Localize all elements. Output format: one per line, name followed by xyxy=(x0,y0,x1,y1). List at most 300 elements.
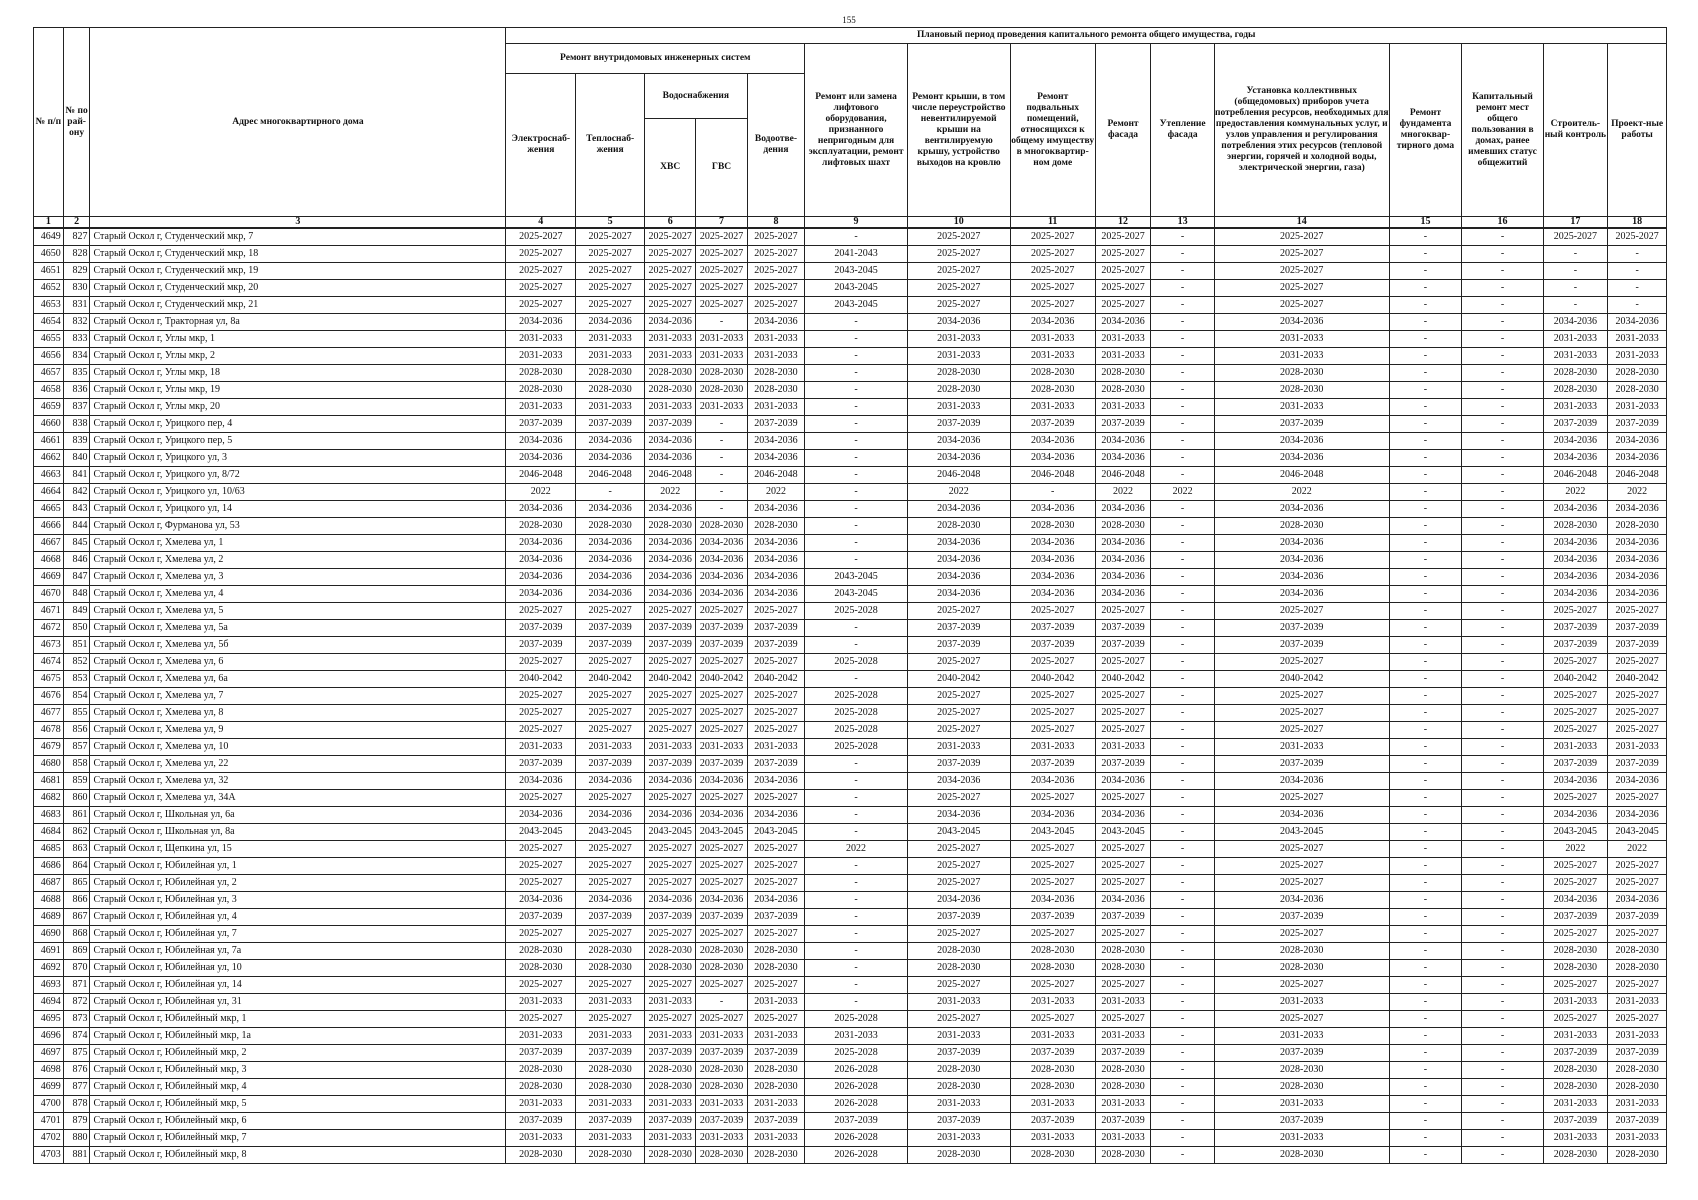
cell-lift: 2026-2028 xyxy=(805,1096,908,1113)
table-row xyxy=(34,501,1667,518)
cell-heat: 2031-2033 xyxy=(576,331,645,348)
cell-electric: 2025-2027 xyxy=(506,688,576,705)
cell-electric: 2025-2027 xyxy=(506,280,576,297)
cell-district-n: 862 xyxy=(63,824,90,841)
cell-roof: 2025-2027 xyxy=(907,875,1010,892)
cell-design-works: 2025-2027 xyxy=(1608,926,1667,943)
cell-roof: 2025-2027 xyxy=(907,654,1010,671)
column-number: 15 xyxy=(1389,217,1462,229)
cell-meters: 2025-2027 xyxy=(1214,297,1389,314)
table-row xyxy=(34,484,1667,501)
cell-common-areas: - xyxy=(1462,1062,1543,1079)
cell-row-n: 4693 xyxy=(34,977,64,994)
cell-district-n: 832 xyxy=(63,314,90,331)
cell-address: Старый Оскол г, Студенческий мкр, 20 xyxy=(90,280,506,297)
cell-construction-control: - xyxy=(1543,280,1608,297)
cell-common-areas: - xyxy=(1462,909,1543,926)
cell-insulation: - xyxy=(1151,807,1215,824)
cell-hot-water: 2025-2027 xyxy=(696,603,747,620)
cell-basement: 2034-2036 xyxy=(1010,569,1095,586)
cell-cold-water: 2034-2036 xyxy=(645,569,696,586)
cell-basement: 2025-2027 xyxy=(1010,263,1095,280)
page-number: 155 xyxy=(842,15,856,25)
cell-heat: 2031-2033 xyxy=(576,348,645,365)
cell-insulation: - xyxy=(1151,756,1215,773)
cell-sewer: 2031-2033 xyxy=(747,348,805,365)
cell-meters: 2037-2039 xyxy=(1214,909,1389,926)
cell-foundation: - xyxy=(1389,399,1462,416)
cell-address: Старый Оскол г, Юбилейный мкр, 1 xyxy=(90,1011,506,1028)
cell-lift: - xyxy=(805,960,908,977)
cell-heat: 2031-2033 xyxy=(576,739,645,756)
cell-hot-water: 2037-2039 xyxy=(696,909,747,926)
cell-roof: 2031-2033 xyxy=(907,739,1010,756)
cell-district-n: 874 xyxy=(63,1028,90,1045)
cell-facade: 2025-2027 xyxy=(1095,977,1150,994)
cell-hot-water: 2025-2027 xyxy=(696,688,747,705)
cell-electric: 2031-2033 xyxy=(506,1130,576,1147)
cell-heat: 2028-2030 xyxy=(576,1147,645,1164)
cell-sewer: 2025-2027 xyxy=(747,977,805,994)
cell-electric: 2025-2027 xyxy=(506,790,576,807)
cell-design-works: - xyxy=(1608,246,1667,263)
cell-cold-water: 2028-2030 xyxy=(645,1079,696,1096)
cell-design-works: - xyxy=(1608,280,1667,297)
cell-electric: 2025-2027 xyxy=(506,1011,576,1028)
repair-schedule-table xyxy=(33,27,1667,1164)
cell-facade: 2028-2030 xyxy=(1095,943,1150,960)
cell-meters: 2031-2033 xyxy=(1214,331,1389,348)
cell-roof: 2025-2027 xyxy=(907,977,1010,994)
cell-lift: - xyxy=(805,892,908,909)
cell-basement: 2034-2036 xyxy=(1010,807,1095,824)
cell-meters: 2034-2036 xyxy=(1214,535,1389,552)
cell-design-works: 2022 xyxy=(1608,841,1667,858)
cell-lift: 2026-2028 xyxy=(805,1147,908,1164)
table-row xyxy=(34,569,1667,586)
cell-row-n: 4699 xyxy=(34,1079,64,1096)
cell-basement: 2034-2036 xyxy=(1010,501,1095,518)
cell-address: Старый Оскол г, Хмелева ул, 7 xyxy=(90,688,506,705)
cell-design-works: 2028-2030 xyxy=(1608,943,1667,960)
cell-facade: 2028-2030 xyxy=(1095,1062,1150,1079)
cell-row-n: 4701 xyxy=(34,1113,64,1130)
cell-facade: 2034-2036 xyxy=(1095,773,1150,790)
cell-meters: 2028-2030 xyxy=(1214,1147,1389,1164)
cell-row-n: 4674 xyxy=(34,654,64,671)
cell-basement: 2025-2027 xyxy=(1010,603,1095,620)
cell-cold-water: 2046-2048 xyxy=(645,467,696,484)
cell-electric: 2034-2036 xyxy=(506,535,576,552)
cell-hot-water: 2034-2036 xyxy=(696,807,747,824)
cell-facade: 2025-2027 xyxy=(1095,790,1150,807)
cell-sewer: 2040-2042 xyxy=(747,671,805,688)
header-col-address: Адрес многоквартирного дома xyxy=(90,28,506,217)
cell-design-works: 2025-2027 xyxy=(1608,688,1667,705)
cell-foundation: - xyxy=(1389,909,1462,926)
cell-foundation: - xyxy=(1389,620,1462,637)
cell-electric: 2031-2033 xyxy=(506,1028,576,1045)
cell-sewer: 2034-2036 xyxy=(747,501,805,518)
cell-facade: 2031-2033 xyxy=(1095,331,1150,348)
cell-facade: 2025-2027 xyxy=(1095,1011,1150,1028)
cell-insulation: - xyxy=(1151,960,1215,977)
cell-electric: 2028-2030 xyxy=(506,1147,576,1164)
cell-common-areas: - xyxy=(1462,807,1543,824)
cell-lift: - xyxy=(805,535,908,552)
cell-sewer: 2025-2027 xyxy=(747,790,805,807)
cell-address: Старый Оскол г, Юбилейная ул, 3 xyxy=(90,892,506,909)
cell-hot-water: 2025-2027 xyxy=(696,263,747,280)
cell-sewer: 2028-2030 xyxy=(747,1079,805,1096)
cell-district-n: 878 xyxy=(63,1096,90,1113)
cell-hot-water: 2025-2027 xyxy=(696,705,747,722)
cell-row-n: 4682 xyxy=(34,790,64,807)
cell-roof: 2028-2030 xyxy=(907,1147,1010,1164)
cell-heat: 2037-2039 xyxy=(576,620,645,637)
table-row xyxy=(34,705,1667,722)
cell-electric: 2028-2030 xyxy=(506,943,576,960)
cell-lift: - xyxy=(805,450,908,467)
cell-heat: 2025-2027 xyxy=(576,280,645,297)
cell-hot-water: 2028-2030 xyxy=(696,365,747,382)
cell-hot-water: 2034-2036 xyxy=(696,569,747,586)
cell-basement: 2037-2039 xyxy=(1010,909,1095,926)
cell-foundation: - xyxy=(1389,688,1462,705)
cell-facade: 2031-2033 xyxy=(1095,739,1150,756)
cell-district-n: 857 xyxy=(63,739,90,756)
cell-hot-water: - xyxy=(696,450,747,467)
cell-row-n: 4691 xyxy=(34,943,64,960)
cell-sewer: 2025-2027 xyxy=(747,1011,805,1028)
cell-basement: 2031-2033 xyxy=(1010,1130,1095,1147)
cell-address: Старый Оскол г, Юбилейная ул, 14 xyxy=(90,977,506,994)
cell-construction-control: 2031-2033 xyxy=(1543,994,1608,1011)
cell-common-areas: - xyxy=(1462,671,1543,688)
cell-roof: 2037-2039 xyxy=(907,1113,1010,1130)
cell-meters: 2025-2027 xyxy=(1214,280,1389,297)
cell-foundation: - xyxy=(1389,1062,1462,1079)
cell-design-works: 2037-2039 xyxy=(1608,1045,1667,1062)
cell-roof: 2028-2030 xyxy=(907,365,1010,382)
cell-address: Старый Оскол г, Углы мкр, 19 xyxy=(90,382,506,399)
cell-heat: 2025-2027 xyxy=(576,654,645,671)
cell-sewer: 2025-2027 xyxy=(747,841,805,858)
cell-lift: 2026-2028 xyxy=(805,1062,908,1079)
cell-facade: 2025-2027 xyxy=(1095,841,1150,858)
cell-design-works: 2028-2030 xyxy=(1608,1062,1667,1079)
table-row xyxy=(34,1011,1667,1028)
cell-address: Старый Оскол г, Хмелева ул, 5а xyxy=(90,620,506,637)
cell-design-works: 2025-2027 xyxy=(1608,228,1667,246)
header-facade: Ремонт фасада xyxy=(1095,44,1150,217)
cell-meters: 2025-2027 xyxy=(1214,977,1389,994)
cell-lift: - xyxy=(805,909,908,926)
cell-common-areas: - xyxy=(1462,875,1543,892)
cell-construction-control: 2043-2045 xyxy=(1543,824,1608,841)
cell-district-n: 877 xyxy=(63,1079,90,1096)
cell-row-n: 4694 xyxy=(34,994,64,1011)
cell-meters: 2034-2036 xyxy=(1214,807,1389,824)
cell-address: Старый Оскол г, Урицкого ул, 14 xyxy=(90,501,506,518)
cell-sewer: 2025-2027 xyxy=(747,263,805,280)
cell-roof: 2031-2033 xyxy=(907,994,1010,1011)
cell-meters: 2031-2033 xyxy=(1214,739,1389,756)
table-row xyxy=(34,722,1667,739)
table-row xyxy=(34,637,1667,654)
cell-lift: 2043-2045 xyxy=(805,297,908,314)
cell-design-works: 2034-2036 xyxy=(1608,535,1667,552)
cell-design-works: 2025-2027 xyxy=(1608,705,1667,722)
cell-cold-water: 2025-2027 xyxy=(645,246,696,263)
cell-construction-control: 2034-2036 xyxy=(1543,501,1608,518)
cell-roof: 2025-2027 xyxy=(907,858,1010,875)
header-hot-water: ГВС xyxy=(696,119,747,217)
cell-cold-water: 2025-2027 xyxy=(645,688,696,705)
cell-insulation: - xyxy=(1151,858,1215,875)
cell-meters: 2025-2027 xyxy=(1214,790,1389,807)
cell-construction-control: 2025-2027 xyxy=(1543,858,1608,875)
cell-lift: - xyxy=(805,637,908,654)
cell-roof: 2034-2036 xyxy=(907,807,1010,824)
cell-basement: 2037-2039 xyxy=(1010,637,1095,654)
cell-hot-water: 2028-2030 xyxy=(696,943,747,960)
cell-common-areas: - xyxy=(1462,1147,1543,1164)
cell-insulation: - xyxy=(1151,909,1215,926)
cell-insulation: - xyxy=(1151,297,1215,314)
cell-cold-water: 2025-2027 xyxy=(645,977,696,994)
cell-insulation: - xyxy=(1151,1113,1215,1130)
cell-facade: 2025-2027 xyxy=(1095,654,1150,671)
table-row xyxy=(34,620,1667,637)
column-number-row xyxy=(34,217,1667,229)
cell-meters: 2034-2036 xyxy=(1214,773,1389,790)
cell-foundation: - xyxy=(1389,280,1462,297)
cell-facade: 2037-2039 xyxy=(1095,620,1150,637)
cell-common-areas: - xyxy=(1462,1130,1543,1147)
cell-common-areas: - xyxy=(1462,688,1543,705)
cell-meters: 2034-2036 xyxy=(1214,586,1389,603)
cell-construction-control: 2037-2039 xyxy=(1543,1045,1608,1062)
cell-row-n: 4651 xyxy=(34,263,64,280)
cell-lift: - xyxy=(805,926,908,943)
cell-lift: 2026-2028 xyxy=(805,1079,908,1096)
cell-electric: 2034-2036 xyxy=(506,450,576,467)
cell-insulation: - xyxy=(1151,586,1215,603)
cell-lift: - xyxy=(805,433,908,450)
cell-insulation: - xyxy=(1151,399,1215,416)
cell-sewer: 2046-2048 xyxy=(747,467,805,484)
cell-cold-water: 2022 xyxy=(645,484,696,501)
cell-electric: 2037-2039 xyxy=(506,1113,576,1130)
cell-cold-water: 2025-2027 xyxy=(645,654,696,671)
cell-district-n: 850 xyxy=(63,620,90,637)
header-meters: Установка коллективных (общедомовых) приборов учета потребления ресурсов, необходимых для предоставления коммунальных услуг, и узлов управления и регулирования потребления этих ресурсов (тепловой энергии, горячей и холодной воды, электрической энергии, газа) xyxy=(1214,44,1389,217)
cell-row-n: 4654 xyxy=(34,314,64,331)
cell-district-n: 869 xyxy=(63,943,90,960)
cell-design-works: 2028-2030 xyxy=(1608,960,1667,977)
cell-roof: 2025-2027 xyxy=(907,722,1010,739)
cell-basement: 2025-2027 xyxy=(1010,722,1095,739)
cell-heat: 2034-2036 xyxy=(576,892,645,909)
cell-construction-control: 2031-2033 xyxy=(1543,399,1608,416)
cell-row-n: 4681 xyxy=(34,773,64,790)
cell-basement: 2031-2033 xyxy=(1010,739,1095,756)
cell-roof: 2025-2027 xyxy=(907,841,1010,858)
cell-construction-control: 2046-2048 xyxy=(1543,467,1608,484)
cell-hot-water: - xyxy=(696,501,747,518)
cell-roof: 2034-2036 xyxy=(907,892,1010,909)
cell-row-n: 4657 xyxy=(34,365,64,382)
cell-sewer: 2034-2036 xyxy=(747,569,805,586)
cell-meters: 2037-2039 xyxy=(1214,637,1389,654)
cell-district-n: 843 xyxy=(63,501,90,518)
cell-hot-water: 2025-2027 xyxy=(696,977,747,994)
cell-address: Старый Оскол г, Хмелева ул, 8 xyxy=(90,705,506,722)
cell-meters: 2031-2033 xyxy=(1214,1130,1389,1147)
cell-district-n: 846 xyxy=(63,552,90,569)
cell-meters: 2028-2030 xyxy=(1214,960,1389,977)
cell-meters: 2025-2027 xyxy=(1214,1011,1389,1028)
cell-design-works: 2034-2036 xyxy=(1608,433,1667,450)
cell-electric: 2028-2030 xyxy=(506,365,576,382)
cell-design-works: 2028-2030 xyxy=(1608,365,1667,382)
cell-design-works: 2031-2033 xyxy=(1608,1028,1667,1045)
cell-row-n: 4663 xyxy=(34,467,64,484)
cell-district-n: 875 xyxy=(63,1045,90,1062)
cell-electric: 2034-2036 xyxy=(506,314,576,331)
cell-cold-water: 2025-2027 xyxy=(645,722,696,739)
table-row xyxy=(34,399,1667,416)
cell-hot-water: - xyxy=(696,433,747,450)
cell-design-works: 2025-2027 xyxy=(1608,654,1667,671)
cell-district-n: 865 xyxy=(63,875,90,892)
cell-meters: 2028-2030 xyxy=(1214,365,1389,382)
cell-electric: 2025-2027 xyxy=(506,297,576,314)
cell-district-n: 881 xyxy=(63,1147,90,1164)
cell-insulation: - xyxy=(1151,1147,1215,1164)
cell-hot-water: 2043-2045 xyxy=(696,824,747,841)
cell-facade: 2031-2033 xyxy=(1095,399,1150,416)
cell-facade: 2037-2039 xyxy=(1095,1113,1150,1130)
cell-hot-water: - xyxy=(696,994,747,1011)
cell-district-n: 828 xyxy=(63,246,90,263)
table-row xyxy=(34,450,1667,467)
cell-facade: 2031-2033 xyxy=(1095,1096,1150,1113)
cell-insulation: - xyxy=(1151,518,1215,535)
cell-facade: 2034-2036 xyxy=(1095,569,1150,586)
cell-basement: 2034-2036 xyxy=(1010,586,1095,603)
cell-design-works: 2037-2039 xyxy=(1608,620,1667,637)
cell-roof: 2034-2036 xyxy=(907,552,1010,569)
cell-common-areas: - xyxy=(1462,1045,1543,1062)
cell-construction-control: 2025-2027 xyxy=(1543,654,1608,671)
cell-foundation: - xyxy=(1389,926,1462,943)
cell-row-n: 4669 xyxy=(34,569,64,586)
cell-electric: 2034-2036 xyxy=(506,773,576,790)
cell-facade: 2025-2027 xyxy=(1095,263,1150,280)
cell-lift: - xyxy=(805,467,908,484)
cell-sewer: 2034-2036 xyxy=(747,535,805,552)
cell-facade: 2037-2039 xyxy=(1095,1045,1150,1062)
table-row xyxy=(34,518,1667,535)
cell-address: Старый Оскол г, Юбилейная ул, 10 xyxy=(90,960,506,977)
cell-foundation: - xyxy=(1389,518,1462,535)
cell-district-n: 835 xyxy=(63,365,90,382)
cell-construction-control: - xyxy=(1543,246,1608,263)
cell-foundation: - xyxy=(1389,722,1462,739)
cell-hot-water: 2037-2039 xyxy=(696,620,747,637)
cell-district-n: 836 xyxy=(63,382,90,399)
cell-design-works: 2037-2039 xyxy=(1608,909,1667,926)
cell-roof: 2034-2036 xyxy=(907,501,1010,518)
cell-lift: 2043-2045 xyxy=(805,586,908,603)
cell-meters: 2037-2039 xyxy=(1214,756,1389,773)
cell-lift: - xyxy=(805,756,908,773)
cell-heat: 2037-2039 xyxy=(576,1045,645,1062)
cell-sewer: 2025-2027 xyxy=(747,246,805,263)
cell-common-areas: - xyxy=(1462,926,1543,943)
cell-foundation: - xyxy=(1389,1113,1462,1130)
cell-heat: 2025-2027 xyxy=(576,841,645,858)
cell-district-n: 838 xyxy=(63,416,90,433)
cell-foundation: - xyxy=(1389,654,1462,671)
cell-roof: 2028-2030 xyxy=(907,943,1010,960)
cell-insulation: - xyxy=(1151,722,1215,739)
table-row xyxy=(34,535,1667,552)
cell-hot-water: 2034-2036 xyxy=(696,586,747,603)
cell-electric: 2025-2027 xyxy=(506,246,576,263)
cell-electric: 2034-2036 xyxy=(506,433,576,450)
cell-lift: - xyxy=(805,875,908,892)
cell-lift: 2043-2045 xyxy=(805,569,908,586)
cell-construction-control: 2031-2033 xyxy=(1543,1028,1608,1045)
cell-address: Старый Оскол г, Юбилейный мкр, 2 xyxy=(90,1045,506,1062)
table-row xyxy=(34,858,1667,875)
cell-sewer: 2025-2027 xyxy=(747,858,805,875)
header-construction: Строитель-ный контроль xyxy=(1543,44,1608,217)
cell-construction-control: 2031-2033 xyxy=(1543,331,1608,348)
cell-address: Старый Оскол г, Хмелева ул, 22 xyxy=(90,756,506,773)
cell-hot-water: 2031-2033 xyxy=(696,1130,747,1147)
cell-cold-water: 2037-2039 xyxy=(645,909,696,926)
cell-insulation: 2022 xyxy=(1151,484,1215,501)
cell-cold-water: 2034-2036 xyxy=(645,586,696,603)
cell-electric: 2037-2039 xyxy=(506,637,576,654)
cell-heat: - xyxy=(576,484,645,501)
cell-meters: 2046-2048 xyxy=(1214,467,1389,484)
cell-cold-water: 2025-2027 xyxy=(645,263,696,280)
cell-sewer: 2025-2027 xyxy=(747,603,805,620)
cell-cold-water: 2025-2027 xyxy=(645,603,696,620)
cell-lift: 2037-2039 xyxy=(805,1113,908,1130)
cell-construction-control: 2037-2039 xyxy=(1543,637,1608,654)
cell-basement: 2031-2033 xyxy=(1010,1096,1095,1113)
cell-electric: 2031-2033 xyxy=(506,399,576,416)
cell-basement: 2028-2030 xyxy=(1010,382,1095,399)
cell-lift: 2025-2028 xyxy=(805,603,908,620)
cell-common-areas: - xyxy=(1462,977,1543,994)
cell-common-areas: - xyxy=(1462,858,1543,875)
cell-cold-water: 2037-2039 xyxy=(645,1045,696,1062)
cell-row-n: 4700 xyxy=(34,1096,64,1113)
cell-lift: - xyxy=(805,314,908,331)
cell-meters: 2034-2036 xyxy=(1214,501,1389,518)
cell-sewer: 2034-2036 xyxy=(747,586,805,603)
column-number: 3 xyxy=(90,217,506,229)
cell-sewer: 2037-2039 xyxy=(747,1045,805,1062)
table-row xyxy=(34,1147,1667,1164)
